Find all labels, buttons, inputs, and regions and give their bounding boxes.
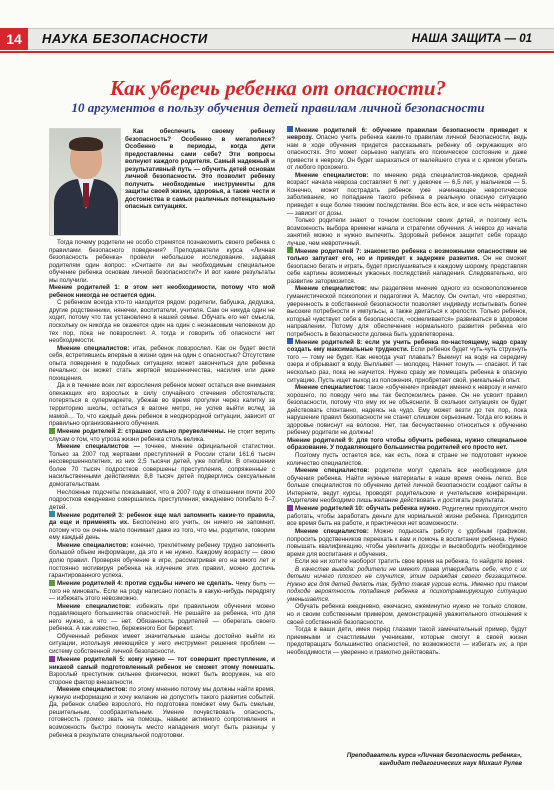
article-subtitle: 10 аргументов в пользу обучения детей правилам личной безопасности (71, 100, 485, 115)
section-title: НАУКА БЕЗОПАСНОСТИ (42, 31, 208, 46)
paragraph: Да и в течение всех лет взросления ребенок может остаться вне внимания опекающих его взрослых в силу случайного стечения обстоятельств: потеряться в супермаркете, убежав во время прогулки через калитку за территорию школы, остаться в вагоне метро, не успев выйти вслед за мамой… То, что каждый день ребенок в неоднородной ситуации, зависит от правильно организованного обучения. (49, 382, 275, 428)
expert-opinion-10: Мнение специалистов: Можно подыскать работу с удобным графиком, попросить родственников переехать к вам и помочь в воспитании ребенка. Нужно повышать квалификацию, чтобы увеличить доходы и высвободить необходимое время для воспитания и обучения. (287, 527, 527, 558)
expert-opinion-2: Мнение специалистов — точнее, мнение официальной статистики. Только за 2007 год жертвами преступлений в России стали 161,6 тысяч несовершеннолетних, из них 2,5 тысячи детей, уже погибли. В отношении более 70 тысяч подростков совершены преступления, сопряженные с насильственными действиями. 8,8 тысяч детей подверглись сексуальным домогательствам. (49, 443, 275, 488)
author-photo (49, 128, 121, 236)
expert-opinion-5: Мнение специалистов: по этому мнению потому мы должны найти время, нужную информацию и хочу желание не допустить такого развития событий. Да, ребенок слабее взрослого. Но подготовка поможет ему быть смелым, решительным, сообразительным. Умение почувствовать опасность, готовность громко звать на помощь, навыки активного сопротивления и возможность быстро покинуть место нападения могут быть разницы у ребенка в результате специальной подготовки. (49, 686, 275, 739)
parent-opinion-5: Мнение родителей 5: кому нужно — тот совершит преступление, и никакой самый подготовленный ребенок не сможет этому помешать. Взрослый преступник сильнее физически, может быть вооружен, на его стороне фактор внезапности. (49, 656, 275, 686)
expert-opinion-9: Мнение специалистов: родители могут сделать все необходимое для обучения ребенка. Найти нужные материалы в наше время очень легко. Все больше специалистов по обучению детей личной безопасности создают сайты в Интернете, ведут курсы, проводят родительские и учительские конференции. Родителям необходимо лишь желание действовать и достигать результата. (287, 467, 527, 505)
square-marker-icon (287, 338, 293, 344)
photo-tie (83, 183, 89, 207)
square-marker-icon (287, 126, 293, 132)
expert-opinion-6: Мнение специалистов: по мнению ряда специалистов-медиков, средний возраст начала невроза составляет 6 лет: у девочек — 6,5 лет, у мальчиков — 5. Конечно, может пострадать ребенок уже начинающее невротическое заболевание, но попадание такого ребенка в реальную опасную ситуацию приведет к еще более тяжким последствиям. Все есть все, и все есть неврастено — зависит от дозы. (287, 171, 527, 217)
square-marker-icon (287, 247, 293, 253)
expert-opinion-4: Мнение специалистов: избежать при правильном обучении можно подавляющего большинства опасностей. Не решайте за ребенка, что для него нужно, а что — нет. Обязанность родителей — оберегать своего ребенка. А как известно, береженого Бог бережет. (49, 602, 275, 633)
author-signature (292, 752, 522, 767)
paragraph: Обученный ребенок имеет значительные шансы достойно выйти из ситуации, используя имеющийся у него инструмент решения проблем — систему собственной личной безопасности. (49, 632, 275, 656)
parent-opinion-6: Мнение родителей 6: обучение правилам безопасности приведет к неврозу. Опасно учить ребенка каким-то правилам личной безопасности, ведь нам в ходе обучения придется рассказывать ребенку об окружающих его опасностях. Это может серьезно напугать его психическое состояние и даже привести к неврозу. Он будет шарахаться от малейшего стука и с криком убегать от любого прохожего. (287, 126, 527, 172)
expert-opinion-3: Мнение специалистов: конечно, трехлетнему ребенку трудно запомнить большой объем информации, да это и не нужно. Каждому возрасту — свою долю правил. Проверяя обучение в игре, рассматривая его на много лет и постоянно мотивируя ребенка на изучение этих правил, можно достичь гарантированного успеха. (49, 541, 275, 580)
expert-opinion-7: Мнение специалистов: мы разделяем мнение одного из основоположников гуманистической психологии и педагогики А. Маслоу. Он считал, что «вероятно, уверенность в собственной безопасности позволяет индивиду испытывать более высокие потребности и импульсы, а также двигаться к зрелости. Только ребенок, который чувствует себя в безопасности, «осмеливается» развиваться в здоровом направлении. Потому для обеспечения нормального развития ребенка его потребность в безопасности должна быть удовлетворена. (287, 285, 527, 338)
parent-opinion-3: Мнение родителей 3: ребенок еще мал запомнить какие-то правила, да еще и применять их. Бесполезно его учить, он ничего не запомнит, потому что он очень мало понимает даже из того, что мы, родители, говорим ему каждый день. (49, 511, 275, 542)
expert-opinion-8: Мнение специалистов: такое «обучение» приведет именно к неврозу и ничего хорошего, по поводу чего мы так беспокоились ранее. Он не усвоит правил безопасности, потому что ему их не объяснили. В скольких ситуациях он будет действовать спонтанно, надеясь на чудо. Ему может везти до тех пор, пока нарушение правил безопасности не станет слишком серьезным. Тогда его жизнь и здоровье повиснут на волоске. Нет, так бесчувственно относиться к обучению ребенку родители не должны! (287, 384, 527, 437)
parent-opinion-7: Мнение родителей 7: знакомство ребенка с возможными опасностями не только запугает его, но и приведет к задержке развития. Он не сможет безопасно бегать и играть, будет прислушиваться к каждому шорому, представляя себе картины возможных ужасных последствий нападения. Следовательно, его развитие затормозится. (287, 247, 527, 285)
square-marker-icon (49, 656, 55, 662)
parent-opinion-1: Мнение родителей 1: в этом нет необходимости, потому что мой ребенок никогда не остается один. (49, 284, 275, 299)
square-marker-icon (49, 511, 55, 517)
signature-line-1: Преподаватель курса «Личная безопасность ребенка», (346, 752, 522, 759)
parent-opinion-10: Мнение родителей 10: обучать ребенка нужно. Родителям приходится много работать, чтобы заработать деньги для нормальной жизни ребенка. Приходится все время быть на работе, и практически нет возможности. (287, 505, 528, 528)
article-title: Как уберечь ребенка от опасности? (109, 76, 447, 100)
photo-hair (69, 137, 103, 151)
left-column (49, 239, 275, 739)
paragraph: Обучать ребенка ежедневно, ежечасно, ежеминутно нужно не только словом, но и своим собственным примером, демонстрацией уважительного отношения к своей собственной безопасности. (287, 603, 527, 626)
paragraph: Тогда почему родители не особо стремятся познакомить своего ребенка с правилами безопасного поведения? Преподаватели курса «Личная безопасность ребенка» провели небольшое исследование, задавая родителям один вопрос: «Считаете ли вы необходимым специальное обучение ребенка основам личной безопасности?» И вот какие результаты мы получили. (49, 239, 275, 284)
paragraph: С ребенком всегда кто-то находится рядом: родители, бабушка, дедушка, другие родственники, нянечки, воспитатели, учителя. Сам он никуда один не ходит, потому что так установлено в нашей семье. Обучать его нет смысла, поскольку он никогда не окажется один на один с незнакомым человеком до тех пор, пока не повзрослеет. А тогда и говорить об опасности нет необходимости. (49, 299, 275, 345)
paragraph: Тогда в ваши дети, имея перед глазами такой замечательный пример, будут приемными и счастливыми учениками, которые смогут в своей жизни предотвращать большинство опасностей, по возможности — избегать их, а при необходимости — уверенно и грамотно действовать. (287, 626, 527, 656)
square-marker-icon (49, 580, 55, 586)
header-divider (0, 51, 554, 53)
intro-paragraph: Как обеспечить своему ребенку безопасность? Особенно в мегаполисе? Особенно в периоды, когда дети предоставлены сами себе? Эти вопросы волнуют каждого родителя. Самый надежный и результативный путь — обучить детей основам личной безопасности. Это позволит ребенку получить необходимые инструменты для защиты своей жизни, здоровья, а также чести и достоинства в самых различных потенциально опасных ситуациях. (125, 128, 275, 211)
parent-opinion-2: Мнение родителей 2: страшно сильно преувеличены. Не стоит верить слухам о том, что угроза жизни ребенка столь велика. (49, 428, 275, 443)
paragraph: Если же ни хотите наоборот тратить свое время на ребенка, то найдите время. (295, 558, 525, 566)
square-marker-icon (287, 505, 293, 511)
parent-opinion-8: Мнение родителей 8: если уж учить ребенка по-настоящему, надо сразу создать ему максимальные трудности. Если ребенок будет чуть-чуть струхнуть того — тому не будет. Как некогда учат плавать? Выкинут на воде на середину озера и обрывают в воду. Выплывет — молодец. Начнет тонуть — спасают. И так несколько раз, пока не научится. Нужно сразу же помещать ребенка в опасную ситуацию. Пусть ищет выход из положения, приобретает свой, уникальный опыт. (287, 338, 527, 384)
paragraph: Поэтому пусть остается все, как есть, пока в стране не подготовят нужное количество специалистов. (287, 452, 527, 467)
issue-label: НАША ЗАЩИТА — 01 (411, 33, 532, 45)
square-marker-icon (49, 428, 55, 434)
signature-line-2: кандидат педагогических наук Михаил Рулев (379, 759, 522, 767)
conclusion-paragraph: В качестве вывода: родители не имеют права утверждать себе, что с их детьми ничего плохого не случится, этим ограждая своего беззащитное. Нужно все для детей делать так, будто такая угроза есть. Именно при таком подходе вероятность попадания ребенка в психотравмирующую ситуацию уменьшается. (287, 565, 527, 603)
paragraph: Несложные подсчеты показывают, что в 2007 году в отношении почти 200 подростков ежедневно совершались преступления; ежедневно погибало 6–7 детей. (49, 488, 275, 511)
page-number: 14 (0, 28, 28, 50)
paragraph: Только родители знают о точном состоянии своих детей, и поэтому есть возможность выбора времени начала и стратегии обучения. А невроз до начала занятий можно и нужно вылечить. Здоровый ребенок защитит себя гораздо лучше, чем невротичный. (287, 217, 527, 247)
right-column (287, 126, 527, 656)
parent-opinion-4: Мнение родителей 4: против судьбы ничего не сделать. Чему быть — того не миновать. Если на роду написано попасть в какую-нибудь передрягу — избежать этого невозможно. (49, 580, 275, 603)
expert-opinion-1: Мнение специалистов: итак, ребенок повзрослел. Как он будет вести себя, встретившись впервые в жизни один на один с опасностью? Отсутствие опыта поведения в подобных ситуациях может закончиться для ребенка печально: он может стать жертвой мошенничества, насилия или даже похищения. (49, 344, 275, 382)
parent-opinion-9: Мнение родителей 9: для того чтобы обучить ребенка, нужно специальное образование. У подавляющего большинства родителей его просто нет. (287, 436, 527, 452)
intro-lead (125, 128, 275, 211)
